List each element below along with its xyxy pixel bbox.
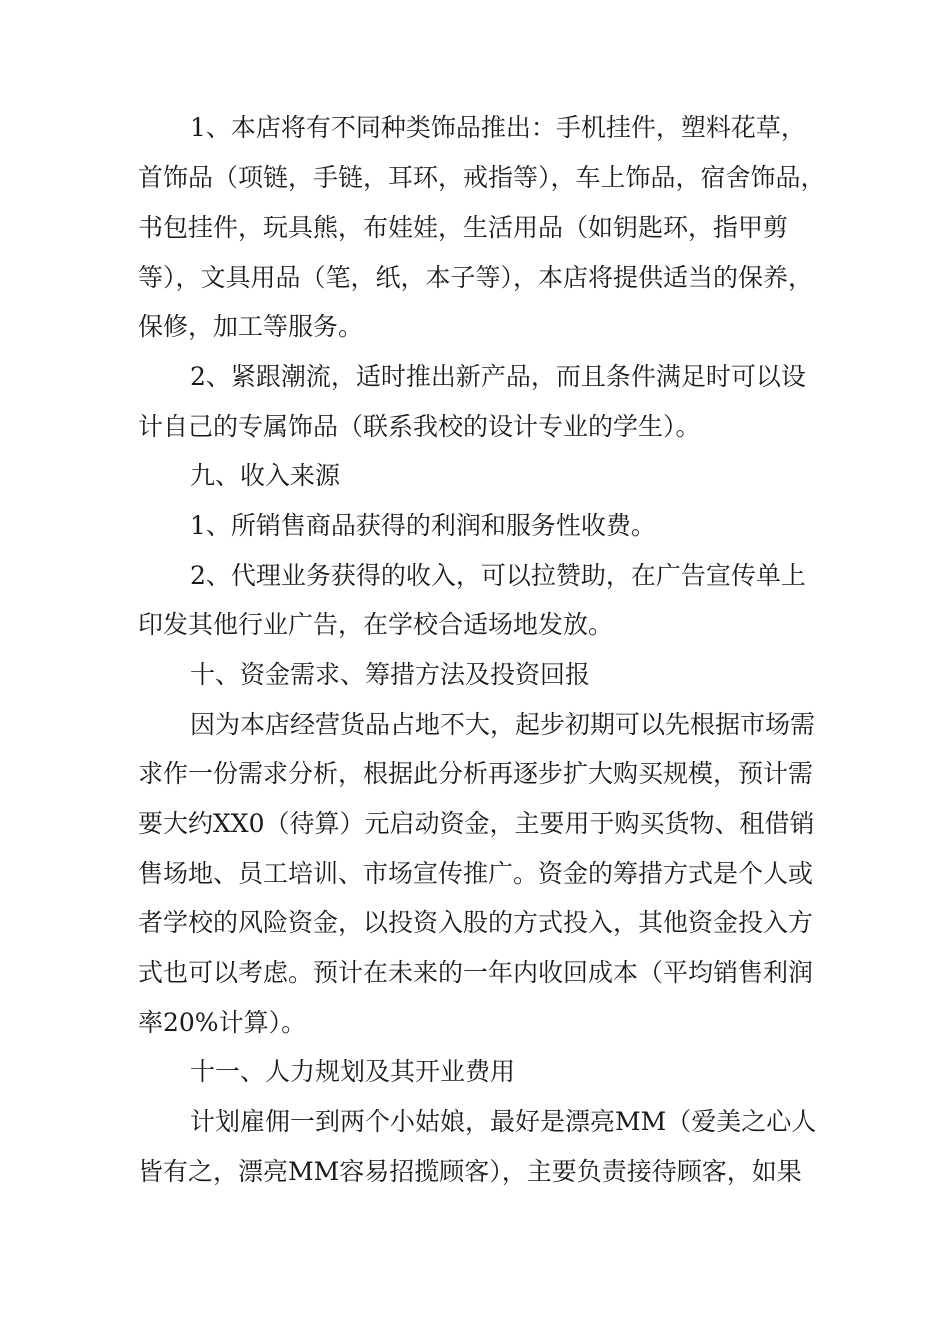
- paragraph-line: 皆有之，漂亮MM容易招揽顾客），主要负责接待顾客，如果: [138, 1157, 802, 1186]
- paragraph-line: 1、本店将有不同种类饰品推出：手机挂件，塑料花草，: [190, 113, 806, 142]
- paragraph-line: 计自己的专属饰品（联系我校的设计专业的学生）。: [138, 412, 701, 441]
- section-heading: 十、资金需求、筹措方法及投资回报: [190, 660, 591, 689]
- paragraph-line: 等），文具用品（笔，纸，本子等），本店将提供适当的保养，: [138, 263, 814, 292]
- paragraph-line: 率20%计算）。: [138, 1008, 307, 1037]
- paragraph-line: 式也可以考虑。预计在未来的一年内收回成本（平均销售利润: [138, 958, 814, 987]
- paragraph-line: 2、紧跟潮流，适时推出新产品，而且条件满足时可以设: [190, 362, 806, 391]
- section-heading: 九、收入来源: [190, 461, 341, 490]
- paragraph-line: 要大约XX0（待算）元启动资金，主要用于购买货物、租借销: [138, 809, 815, 838]
- section-heading: 十一、人力规划及其开业费用: [190, 1057, 516, 1086]
- paragraph-line: 求作一份需求分析，根据此分析再逐步扩大购买规模，预计需: [138, 759, 814, 788]
- paragraph-line: 保修，加工等服务。: [138, 312, 364, 341]
- paragraph-line: 首饰品（项链，手链，耳环，戒指等），车上饰品，宿舍饰品，: [138, 163, 826, 192]
- paragraph-line: 1、所销售商品获得的利润和服务性收费。: [190, 511, 656, 540]
- paragraph-line: 售场地、员工培训、市场宣传推广。资金的筹措方式是个人或: [138, 859, 814, 888]
- paragraph-line: 印发其他行业广告，在学校合适场地发放。: [138, 610, 614, 639]
- paragraph-line: 2、代理业务获得的收入，可以拉赞助，在广告宣传单上: [190, 561, 806, 590]
- paragraph-line: 者学校的风险资金，以投资入股的方式投入，其他资金投入方: [138, 908, 814, 937]
- paragraph-line: 计划雇佣一到两个小姑娘，最好是漂亮MM（爱美之心人: [190, 1107, 817, 1136]
- paragraph-line: 因为本店经营货品占地不大，起步初期可以先根据市场需: [190, 710, 816, 739]
- paragraph-line: 书包挂件，玩具熊，布娃娃，生活用品（如钥匙环，指甲剪: [138, 213, 789, 242]
